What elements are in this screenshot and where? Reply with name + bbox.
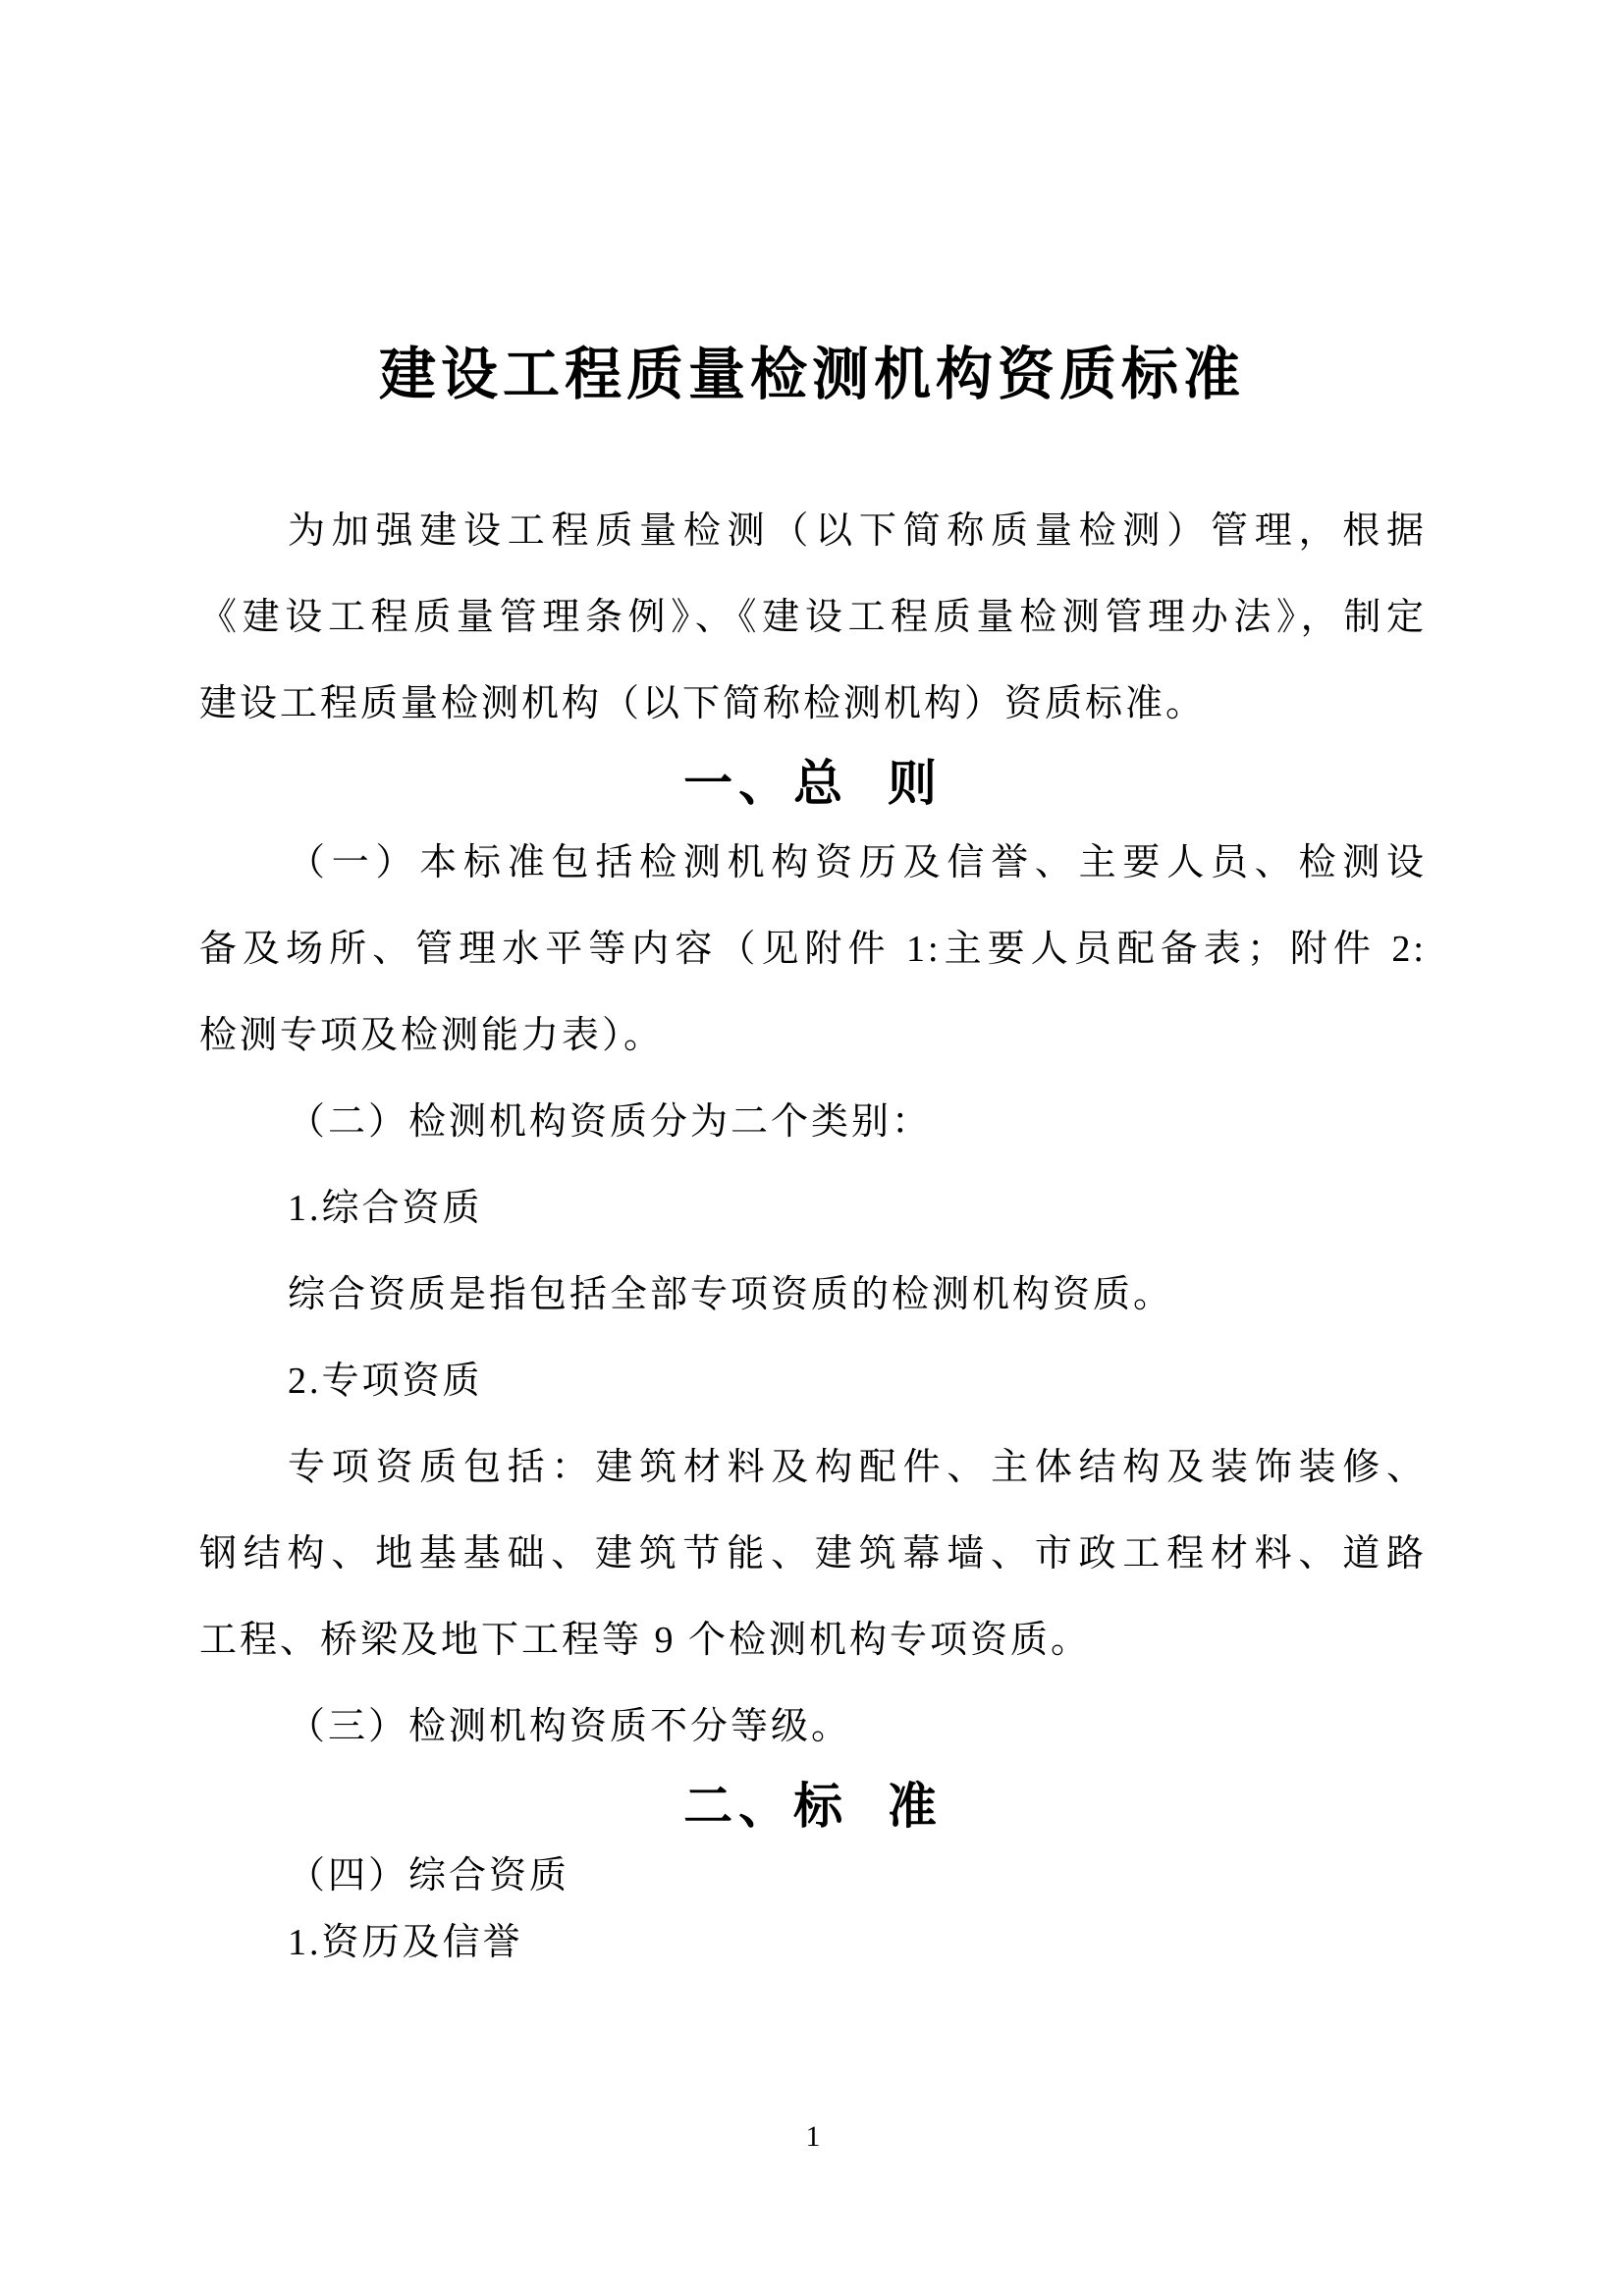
- text-line: 综合资质是指包括全部专项资质的检测机构资质。: [288, 1274, 1174, 1315]
- section-heading: 二、标 准: [683, 1779, 943, 1834]
- text-line: 建设工程质量检测机构（以下简称检测机构）资质标准。: [199, 683, 1207, 724]
- text-line: 钢结构、地基基础、建筑节能、建筑幕墙、市政工程材料、道路: [199, 1533, 1427, 1575]
- section-heading: 一、总 则: [683, 756, 943, 811]
- text-line: 备及场所、管理水平等内容（见附件 1:主要人员配备表；附件 2:: [199, 929, 1427, 970]
- text-line: 1.综合资质: [288, 1188, 483, 1229]
- document-body: [199, 488, 1427, 1976]
- text-line: 检测专项及检测能力表）。: [199, 1015, 665, 1056]
- page-number: 1: [805, 2120, 821, 2153]
- text-line: （四）综合资质: [288, 1855, 570, 1896]
- text-line: （二）检测机构资质分为二个类别：: [288, 1101, 933, 1143]
- text-line: 2.专项资质: [288, 1361, 483, 1402]
- text-line: 《建设工程质量管理条例》、《建设工程质量检测管理办法》，制定: [199, 597, 1427, 638]
- text-line: 为加强建设工程质量检测（以下简称质量检测）管理，根据: [288, 510, 1427, 552]
- text-line: 1.资历及信誉: [288, 1922, 523, 1963]
- text-line: 专项资质包括：建筑材料及构配件、主体结构及装饰装修、: [288, 1447, 1427, 1488]
- text-line: 工程、桥梁及地下工程等 9 个检测机构专项资质。: [199, 1620, 1092, 1661]
- text-line: （一）本标准包括检测机构资历及信誉、主要人员、检测设: [288, 842, 1427, 883]
- text-line: （三）检测机构资质不分等级。: [288, 1706, 852, 1747]
- document-title: 建设工程质量检测机构资质标准: [378, 343, 1245, 406]
